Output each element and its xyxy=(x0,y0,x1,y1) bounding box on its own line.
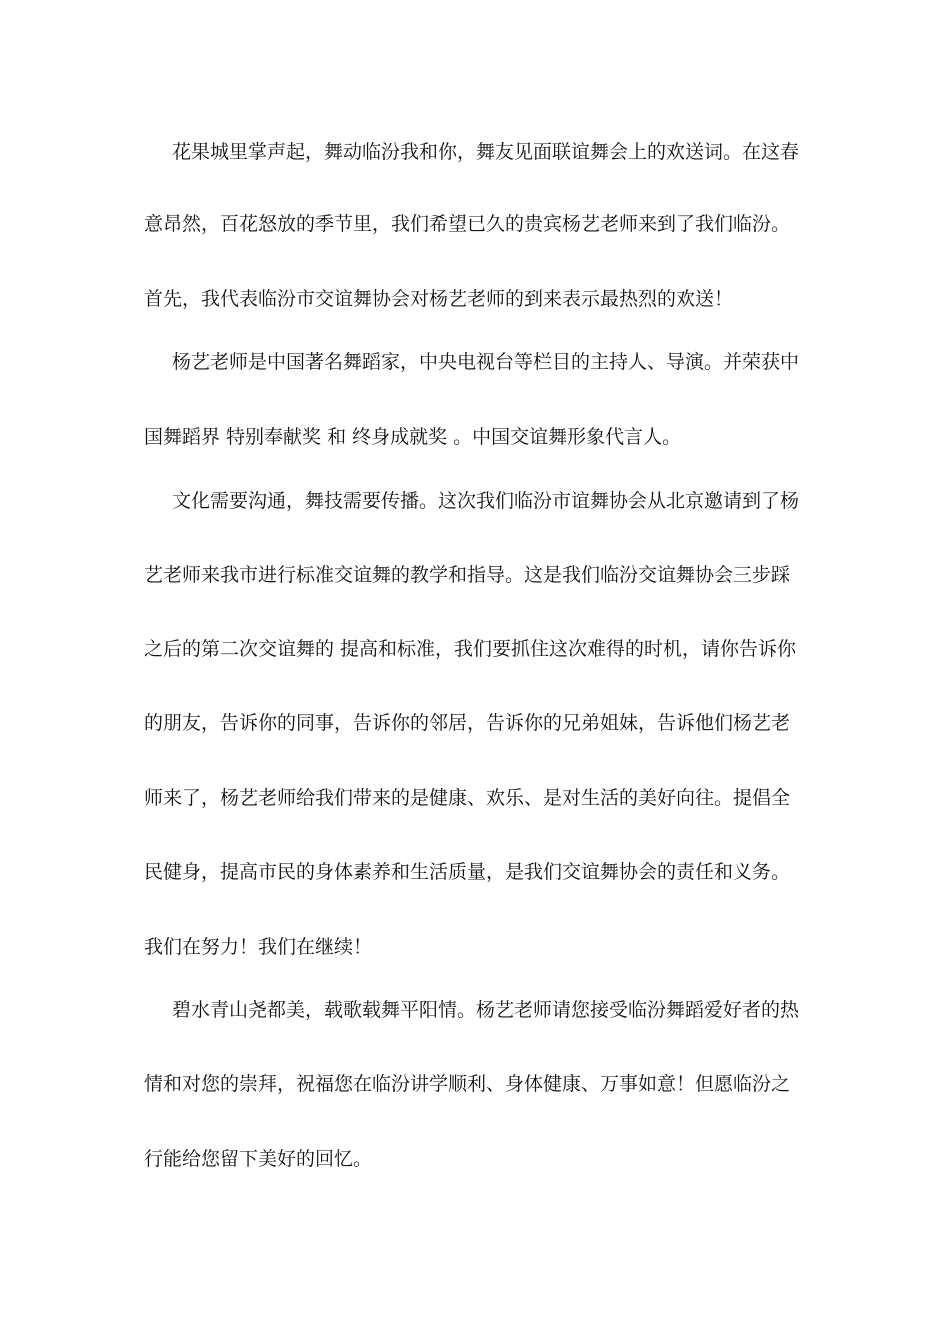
paragraph-3-line-2: 艺老师来我市进行标准交谊舞的教学和指导。这是我们临汾交谊舞协会三步踩 xyxy=(144,564,791,586)
paragraph-3-line-4: 的朋友，告诉你的同事，告诉你的邻居，告诉你的兄弟姐妹，告诉他们杨艺老 xyxy=(144,712,791,734)
paragraph-1-line-2: 意昂然，百花怒放的季节里，我们希望已久的贵宾杨艺老师来到了我们临汾。 xyxy=(144,213,791,235)
paragraph-1-line-1: 花果城里掌声起，舞动临汾我和你，舞友见面联谊舞会上的欢送词。在这春 xyxy=(172,141,800,163)
paragraph-3-line-3: 之后的第二次交谊舞的 提高和标准，我们要抓住这次难得的时机，请你告诉你 xyxy=(144,638,797,660)
paragraph-4-line-2: 情和对您的崇拜，祝福您在临汾讲学顺利、身体健康、万事如意！但愿临汾之 xyxy=(144,1073,791,1095)
paragraph-3-line-6: 民健身，提高市民的身体素养和生活质量，是我们交谊舞协会的责任和义务。 xyxy=(144,861,791,883)
paragraph-3-line-1: 文化需要沟通，舞技需要传播。这次我们临汾市谊舞协会从北京邀请到了杨 xyxy=(172,490,800,512)
paragraph-1-line-3: 首先，我代表临汾市交谊舞协会对杨艺老师的到来表示最热烈的欢送！ xyxy=(144,288,734,310)
paragraph-2-line-2: 国舞蹈界 特别奉献奖 和 终身成就奖 。中国交谊舞形象代言人。 xyxy=(144,426,682,448)
paragraph-2-line-1: 杨艺老师是中国著名舞蹈家，中央电视台等栏目的主持人、导演。并荣获中 xyxy=(172,351,800,373)
paragraph-4-line-3: 行能给您留下美好的回忆。 xyxy=(144,1148,373,1170)
paragraph-3-line-5: 师来了，杨艺老师给我们带来的是健康、欢乐、是对生活的美好向往。提倡全 xyxy=(144,787,791,809)
paragraph-3-line-7: 我们在努力！我们在继续！ xyxy=(144,936,373,958)
paragraph-4-line-1: 碧水青山尧都美，载歌载舞平阳情。杨艺老师请您接受临汾舞蹈爱好者的热 xyxy=(172,999,800,1021)
